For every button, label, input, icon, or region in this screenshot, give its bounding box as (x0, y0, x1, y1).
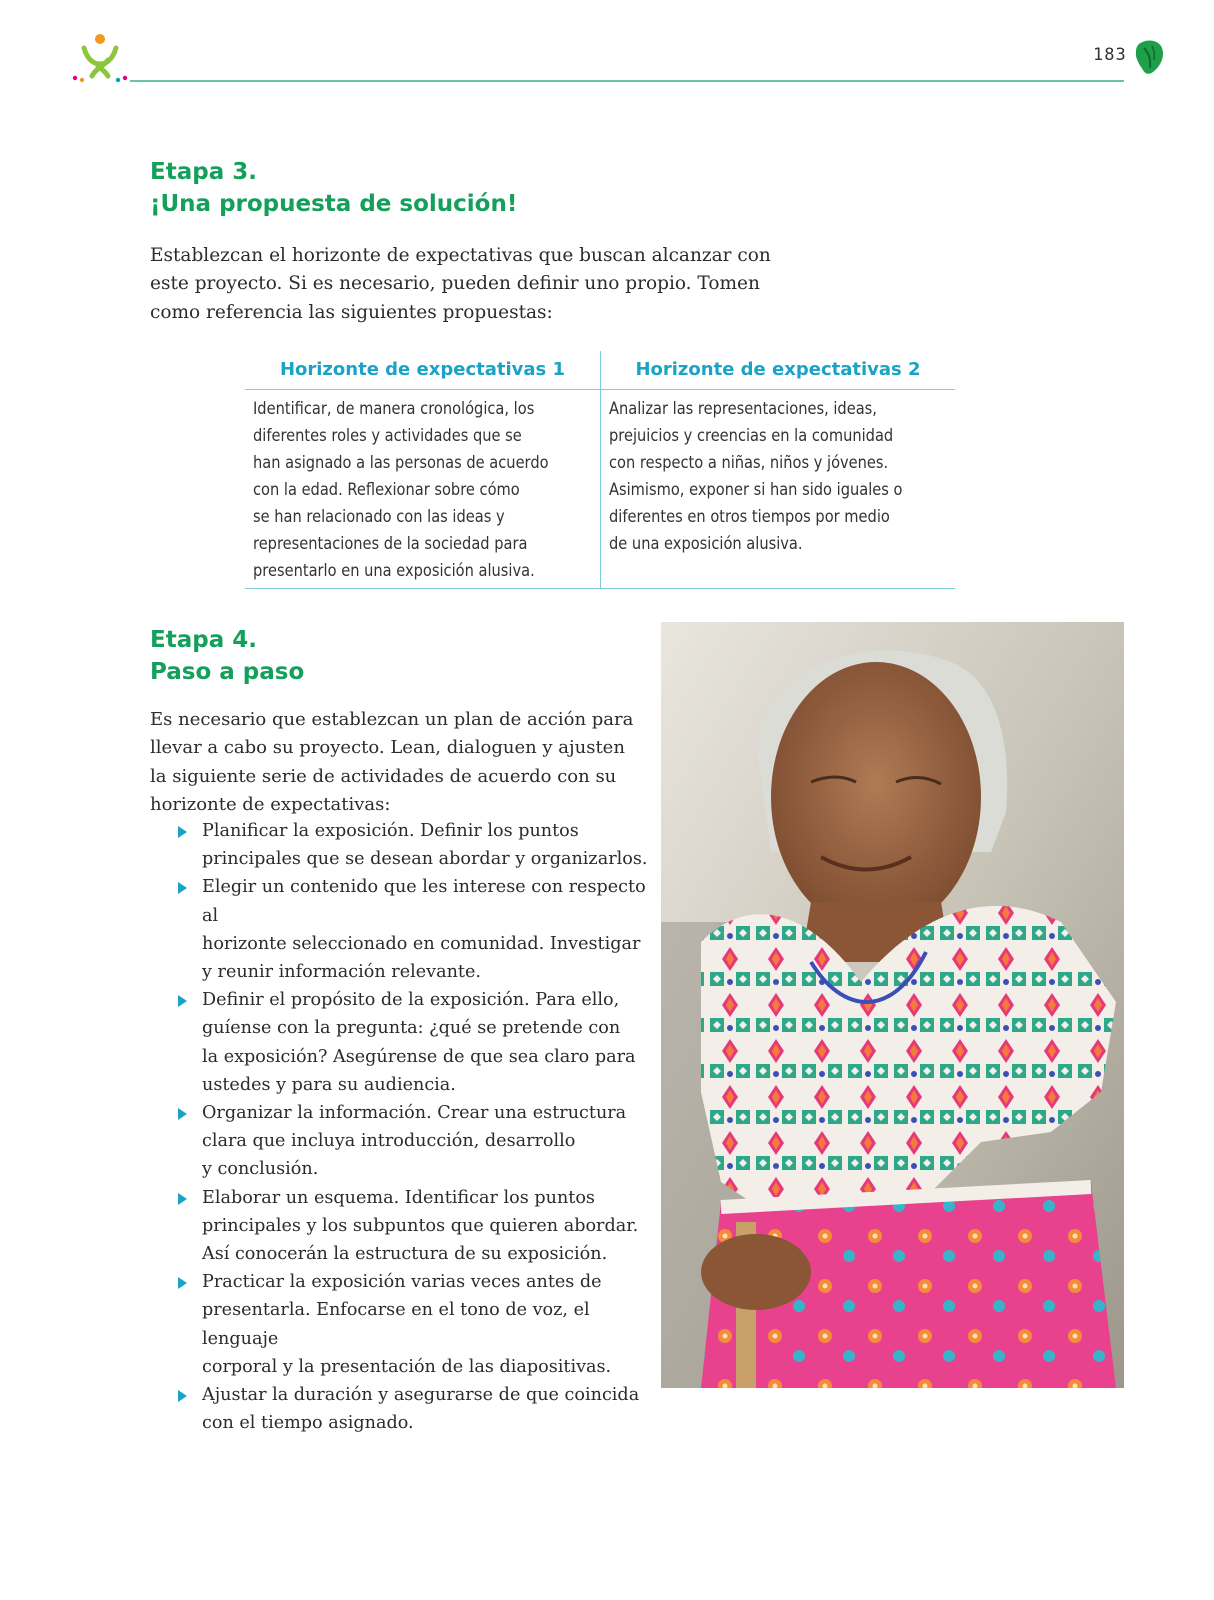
list-item: Planificar la exposición. Definir los puntos principales que se desean abordar y organizarlos. (176, 817, 656, 873)
table-bottom-rule (245, 588, 955, 589)
steps-list (176, 817, 656, 1437)
expectations-column-1 (245, 351, 600, 589)
stage3-subtitle: ¡Una propuesta de solución! (150, 191, 518, 217)
expectations-header-2: Horizonte de expectativas 2 (635, 359, 921, 380)
triangle-bullet-icon (178, 1108, 187, 1120)
expectations-text-1: Identificar, de manera cronológica, los diferentes roles y actividades que se han asignado a las personas de acuerdo con la edad. Reflexionar sobre cómo se han relacionado con las ideas y representaciones de la sociedad para presentarlo en una exposición alusiva. (253, 399, 549, 581)
expectations-header-1: Horizonte de expectativas 1 (279, 359, 566, 380)
stage4-subtitle: Paso a paso (150, 659, 305, 685)
green-leaf-badge-icon (1133, 38, 1165, 76)
table-divider (600, 351, 601, 589)
program-logo (70, 30, 130, 86)
triangle-bullet-icon (178, 1277, 187, 1289)
list-item: Practicar la exposición varias veces antes de presentarla. Enfocarse en el tono de voz, el lenguaje corporal y la presentación de las diapositivas. (176, 1268, 656, 1381)
triangle-bullet-icon (178, 1390, 187, 1402)
stage3-title: Etapa 3. (150, 159, 257, 185)
list-item: Organizar la información. Crear una estructura clara que incluya introducción, desarrollo y conclusión. (176, 1099, 656, 1184)
stage3-intro: Establezcan el horizonte de expectativas que buscan alcanzar con este proyecto. Si es necesario, pueden definir uno propio. Tomen como referencia las siguientes propuestas: (150, 245, 771, 323)
triangle-bullet-icon (178, 882, 187, 894)
list-item: Definir el propósito de la exposición. Para ello, guíense con la pregunta: ¿qué se pretende con la exposición? Asegúrense de que sea claro para ustedes y para su audiencia. (176, 986, 656, 1099)
header-rule (130, 80, 1124, 82)
triangle-bullet-icon (178, 1193, 187, 1205)
triangle-bullet-icon (178, 826, 187, 838)
stage4-title: Etapa 4. (150, 627, 257, 653)
elderly-woman-photo (661, 622, 1124, 1388)
expectations-table (245, 351, 955, 589)
list-item: Elaborar un esquema. Identificar los puntos principales y los subpuntos que quieren abordar. Así conocerán la estructura de su exposición. (176, 1184, 656, 1269)
table-header-rule (245, 389, 955, 390)
stage4-intro: Es necesario que establezcan un plan de acción para llevar a cabo su proyecto. Lean, dialoguen y ajusten la siguiente serie de actividades de acuerdo con su horizonte de expectativas: (150, 709, 634, 815)
list-item: Ajustar la duración y asegurarse de que coincida con el tiempo asignado. (176, 1381, 656, 1437)
list-item: Elegir un contenido que les interese con respecto al horizonte seleccionado en comunidad. Investigar y reunir información relevante. (176, 873, 656, 986)
page-number: 183 (1093, 45, 1127, 65)
expectations-column-2 (601, 351, 955, 589)
expectations-text-2: Analizar las representaciones, ideas, prejuicios y creencias en la comunidad con respecto a niñas, niños y jóvenes. Asimismo, exponer si han sido iguales o diferentes en otros tiempos por medio de una exposición alusiva. (609, 399, 903, 554)
triangle-bullet-icon (178, 995, 187, 1007)
